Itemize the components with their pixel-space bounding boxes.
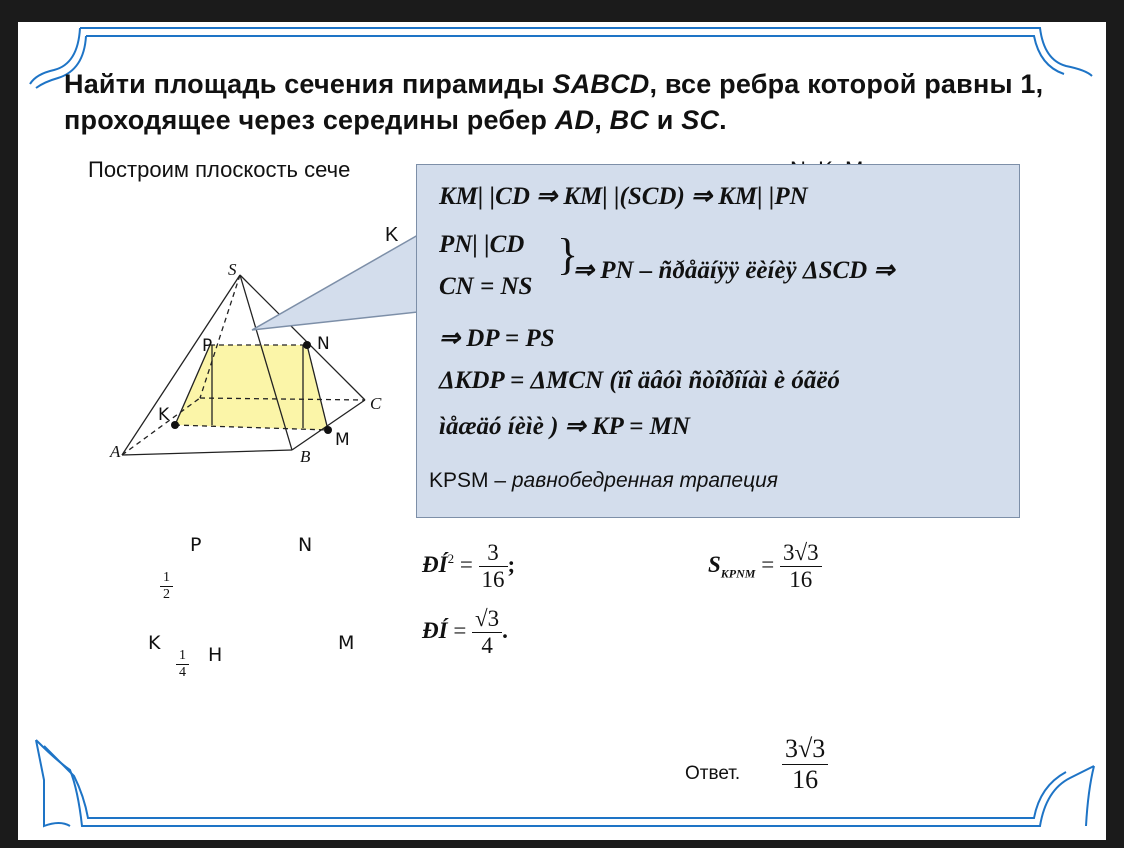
equation-ph-squared: $ĐÍ^2$ = $\frac{3}{16}$ ;: [422, 540, 516, 592]
title-edge-sc: SC: [681, 105, 720, 135]
eq-lhs: ĐÍ: [422, 617, 448, 643]
eq-numerator: √3: [472, 606, 502, 633]
fraction-denominator: 4: [179, 665, 186, 680]
trap-label-p: P: [190, 534, 202, 556]
vertex-label-b: B: [300, 447, 311, 466]
section-label-n: N: [317, 334, 330, 354]
area-denominator: 16: [789, 567, 813, 592]
eq-punct: .: [502, 617, 508, 643]
title-text: и: [649, 105, 682, 135]
answer-denominator: 16: [792, 765, 819, 794]
callout-line-1: KM| |CD ⇒ KM| |(SCD) ⇒ KM| |PN: [439, 183, 808, 210]
title-edge-ad: AD: [554, 105, 595, 135]
eq-exponent: 2: [447, 551, 455, 567]
trap-label-h: H: [208, 644, 223, 666]
section-label-m: M: [335, 430, 350, 450]
trap-label-m: M: [338, 632, 355, 654]
section-label-k: K: [158, 405, 170, 425]
explanation-callout: [416, 164, 1020, 518]
fraction-numerator: 1: [160, 570, 173, 587]
equation-ph: ĐÍ = $\frac{√3}{4}$ .: [422, 606, 508, 658]
callout-line-2a: PN| |CD: [439, 231, 525, 258]
title-text: Найти площадь сечения пирамиды: [64, 69, 553, 99]
eq-denominator: 4: [481, 633, 493, 658]
area-numerator: 3√3: [780, 540, 822, 567]
callout-line-2c: ⇒ PN – ñðåäíÿÿ ëèíèÿ ΔSCD ⇒: [573, 257, 895, 284]
hidden-label: K: [385, 224, 399, 246]
area-symbol: S: [708, 551, 721, 577]
answer-label: Ответ.: [685, 763, 741, 784]
callout-line-4: ΔKDP = ΔMCN (ïî äâóì ñòîðîíàì è óãëó: [439, 367, 840, 394]
trap-label-n: N: [298, 534, 313, 556]
title-text: .: [719, 105, 727, 135]
construction-text: Построим плоскость сече: [88, 157, 351, 182]
title-edge-bc: BC: [609, 105, 650, 135]
area-formula: $S_{KPNM}$ = $\frac{3√3}{16}$: [708, 540, 822, 593]
title-text: ,: [594, 105, 610, 135]
callout-line-5: ìåæäó íèìè ) ⇒ KP = MN: [439, 413, 690, 440]
area-subscript: KPNM: [720, 566, 756, 581]
vertex-label-s: S: [228, 260, 237, 279]
title-pyramid-name: SABCD: [552, 69, 650, 99]
callout-conclusion: [429, 469, 778, 493]
trap-label-k: K: [148, 632, 161, 654]
system-brace: }: [557, 230, 579, 279]
eq-lhs: ĐÍ: [422, 551, 448, 577]
callout-line-3: ⇒ DP = PS: [439, 325, 555, 352]
fraction-denominator: 2: [163, 587, 170, 602]
answer-numerator: 3√3: [782, 734, 828, 765]
title-text: , все ребра которой равны 1, проходящее через середины ребер: [64, 69, 1044, 135]
callout-line-2b: CN = NS: [439, 273, 533, 300]
conclusion-italic: равнобедренная трапеция: [511, 469, 779, 492]
section-label-p: P: [202, 336, 213, 356]
eq-numerator: 3: [479, 540, 508, 567]
conclusion-text: KPSM –: [429, 469, 512, 492]
eq-punct: ;: [507, 551, 516, 577]
vertex-label-a: A: [110, 442, 121, 461]
eq-denominator: 16: [481, 567, 505, 592]
vertex-label-c: C: [370, 394, 382, 413]
fraction-numerator: 1: [176, 648, 189, 665]
